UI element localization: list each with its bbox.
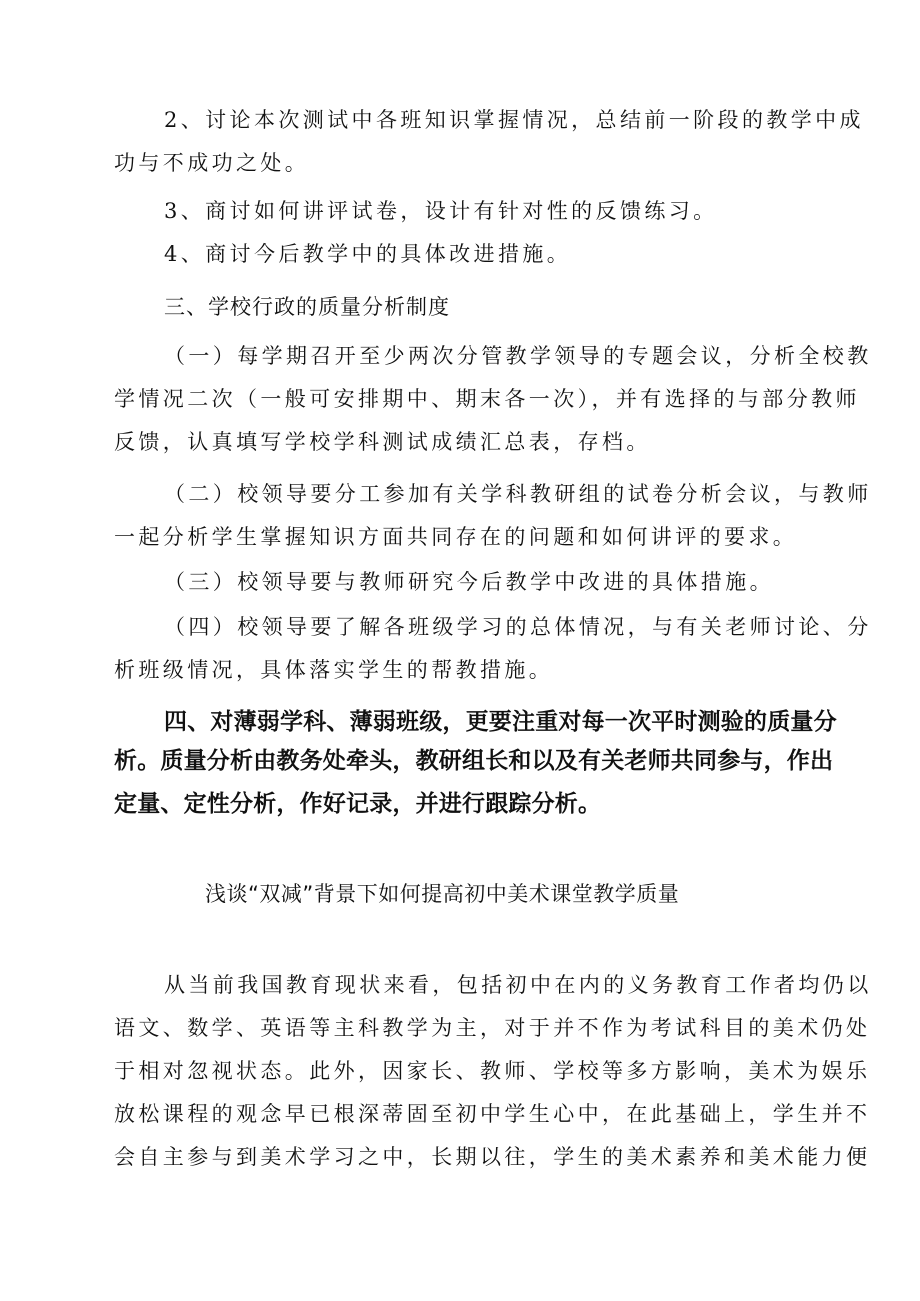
section-3-paragraph-2-line-2: 一起分析学生掌握知识方面共同存在的问题和如何讲评的要求。 <box>114 525 798 549</box>
item-4: 4、商讨今后教学中的具体改进措施。 <box>164 242 572 266</box>
section-3-paragraph-4-line-1: （四）校领导要了解各班级学习的总体情况，与有关老师讨论、分 <box>164 615 872 639</box>
section-4-line-1: 四、对薄弱学科、薄弱班级，更要注重对每一次平时测验的质量分 <box>164 709 837 735</box>
section-3-paragraph-1-line-2: 学情况二次（一般可安排期中、期末各一次），并有选择的与部分教师 <box>114 387 860 411</box>
section-3-paragraph-2-line-1: （二）校领导要分工参加有关学科教研组的试卷分析会议，与教师 <box>164 482 872 506</box>
section-3-heading: 三、学校行政的质量分析制度 <box>164 295 450 319</box>
article-paragraph-line-3: 于相对忽视状态。此外，因家长、教师、学校等多方影响，美术为娱乐 <box>114 1059 871 1083</box>
section-3-paragraph-3: （三）校领导要与教师研究今后教学中改进的具体措施。 <box>164 570 774 594</box>
section-3-paragraph-1-line-3: 反馈，认真填写学校学科测试成绩汇总表，存档。 <box>114 430 651 454</box>
section-3-paragraph-4-line-2: 析班级情况，具体落实学生的帮教措施。 <box>114 658 554 682</box>
article-title: 浅谈“双减”背景下如何提高初中美术课堂教学质量 <box>205 882 680 906</box>
item-3: 3、商讨如何讲评试卷，设计有针对性的反馈练习。 <box>164 199 718 223</box>
article-paragraph-line-2: 语文、数学、英语等主科教学为主，对于并不作为考试科目的美术仍处 <box>114 1016 871 1040</box>
item-2-line-2: 功与不成功之处。 <box>114 151 310 175</box>
article-paragraph-line-4: 放松课程的观念早已根深蒂固至初中学生心中，在此基础上，学生并不 <box>114 1102 871 1126</box>
section-3-paragraph-1-line-1: （一）每学期召开至少两次分管教学领导的专题会议，分析全校教 <box>164 344 872 368</box>
section-4-line-3: 定量、定性分析，作好记录，并进行跟踪分析。 <box>114 791 602 817</box>
article-paragraph-line-1: 从当前我国教育现状来看，包括初中在内的义务教育工作者均仍以 <box>164 973 872 997</box>
article-paragraph-line-5: 会自主参与到美术学习之中，长期以往，学生的美术素养和美术能力便 <box>114 1145 871 1169</box>
section-4-line-2: 析。质量分析由教务处牵头，教研组长和以及有关老师共同参与，作出 <box>114 748 834 774</box>
item-2-line-1: 2、讨论本次测试中各班知识掌握情况，总结前一阶段的教学中成 <box>164 108 864 132</box>
